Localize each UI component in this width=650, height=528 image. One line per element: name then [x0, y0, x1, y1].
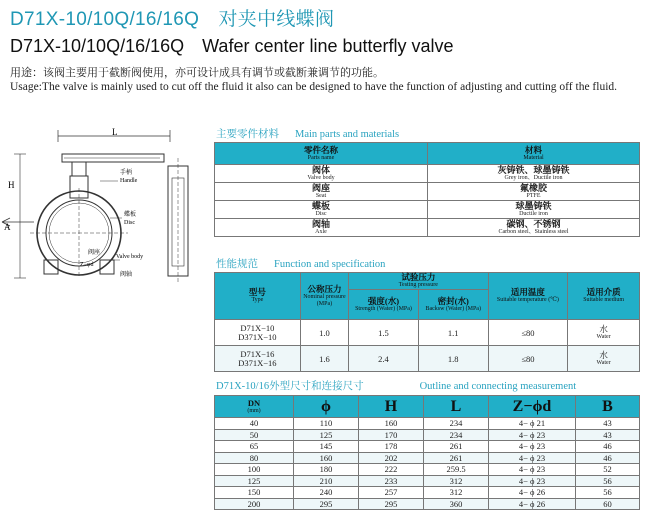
dims-cell: 125: [294, 429, 359, 441]
col-material: 材料 Material: [428, 143, 640, 165]
col-phi: ϕ: [294, 396, 359, 418]
part-cell: 阀轴 Axle: [215, 219, 428, 237]
dims-cell: 259.5: [424, 464, 489, 476]
dims-cell: 56: [576, 487, 640, 499]
dims-cell: 257: [359, 487, 424, 499]
col-strength: 强度(水) Strength (Water) (MPa): [349, 290, 419, 320]
dims-cell: 240: [294, 487, 359, 499]
dims-cell: 4− ϕ 23: [489, 464, 576, 476]
label-handle-en: Handle: [120, 178, 138, 184]
dims-cell: 52: [576, 464, 640, 476]
materials-heading: [216, 126, 399, 141]
dims-cell: 80: [215, 452, 294, 464]
dims-cell: 261: [424, 452, 489, 464]
dims-cell: 312: [424, 487, 489, 499]
dims-cell: 4− ϕ 23: [489, 441, 576, 453]
dims-cell: 60: [576, 498, 640, 510]
pn-cell: 1.0: [300, 320, 348, 346]
dims-cell: 180: [294, 464, 359, 476]
dims-heading-en: Outline and connecting measurement: [419, 381, 577, 392]
dims-cell: 145: [294, 441, 359, 453]
dims-cell: 4− ϕ 23: [489, 452, 576, 464]
seal-cell: 1.1: [418, 320, 488, 346]
materials-heading-cn: 主要零件材料: [216, 129, 279, 140]
media-cell: 水 Water: [568, 346, 640, 372]
dims-cell: 295: [359, 498, 424, 510]
dims-cell: 4− ϕ 26: [489, 498, 576, 510]
table-row: [215, 201, 640, 219]
dims-cell: 4− ϕ 23: [489, 429, 576, 441]
material-cell: 球墨铸铁 Ductile iron: [428, 201, 640, 219]
col-temperature: 适用温度 Suitable temperature (℃): [488, 273, 568, 320]
temp-cell: ≤80: [488, 346, 568, 372]
page-title-en: D71X-10/10Q/16/16Q Wafer center line butterfly valve: [10, 36, 454, 56]
label-zphid: Z−φd: [80, 262, 94, 268]
spec-heading: [216, 256, 385, 271]
table-row: [215, 441, 640, 453]
table-row: [215, 165, 640, 183]
dims-cell: 170: [359, 429, 424, 441]
media-cell: 水 Water: [568, 320, 640, 346]
dims-cell: 160: [294, 452, 359, 464]
dims-cell: 234: [424, 418, 489, 430]
part-cell: 阀体 Valve body: [215, 165, 428, 183]
seal-cell: 1.8: [418, 346, 488, 372]
col-h: H: [359, 396, 424, 418]
label-axle-cn: 阀轴: [120, 272, 133, 278]
col-zd: Z−ϕd: [489, 396, 576, 418]
col-medium: 适用介质 Suitable medium: [568, 273, 640, 320]
dims-cell: 46: [576, 441, 640, 453]
strength-cell: 1.5: [349, 320, 419, 346]
temp-cell: ≤80: [488, 320, 568, 346]
dim-label-H: H: [8, 180, 15, 190]
materials-table: [214, 142, 640, 237]
dims-cell: 46: [576, 452, 640, 464]
col-l: L: [424, 396, 489, 418]
dims-cell: 295: [294, 498, 359, 510]
table-row: [215, 418, 640, 430]
col-dn: DN (mm): [215, 396, 294, 418]
col-type: 型号 Type: [215, 273, 301, 320]
table-row: [215, 219, 640, 237]
dims-heading: [216, 378, 576, 393]
dims-cell: 43: [576, 418, 640, 430]
section-label-A: A: [4, 222, 11, 232]
dims-cell: 125: [215, 475, 294, 487]
dims-cell: 261: [424, 441, 489, 453]
type-cell: D71X−16 D371X−16: [215, 346, 301, 372]
table-row: [215, 346, 640, 372]
table-row: [215, 429, 640, 441]
label-seat: 阀座: [88, 250, 101, 256]
dims-cell: 312: [424, 475, 489, 487]
table-row: [215, 452, 640, 464]
table-row: [215, 320, 640, 346]
label-disc-cn: 蝶板: [124, 212, 137, 218]
dims-cell: 222: [359, 464, 424, 476]
dims-cell: 4− ϕ 21: [489, 418, 576, 430]
dims-cell: 150: [215, 487, 294, 499]
dims-cell: 4− ϕ 23: [489, 475, 576, 487]
label-handle-cn: 手柄: [120, 170, 133, 176]
col-part-name: 零件名称 Parts name: [215, 143, 428, 165]
dims-cell: 43: [576, 429, 640, 441]
dims-cell: 100: [215, 464, 294, 476]
dims-table: [214, 395, 640, 510]
dims-cell: 65: [215, 441, 294, 453]
usage-text-en: Usage:The valve is mainly used to cut off the fluid it also can be designed to have the function of adjusting and cutting off the fluid.: [10, 81, 618, 93]
dims-cell: 178: [359, 441, 424, 453]
dims-cell: 4− ϕ 26: [489, 487, 576, 499]
col-nominal-pressure: 公称压力 Nominal pressure (MPa): [300, 273, 348, 320]
valve-drawing: [0, 118, 212, 293]
dims-cell: 200: [215, 498, 294, 510]
materials-heading-en: Main parts and materials: [295, 129, 400, 140]
dims-cell: 56: [576, 475, 640, 487]
dims-heading-cn: D71X-10/16外型尺寸和连接尺寸: [216, 381, 364, 392]
spec-heading-cn: 性能规范: [216, 259, 258, 270]
dims-cell: 110: [294, 418, 359, 430]
table-row: [215, 475, 640, 487]
dims-cell: 202: [359, 452, 424, 464]
col-b: B: [576, 396, 640, 418]
page-title-cn: D71X-10/10Q/16/16Q 对夹中线蝶阀: [10, 9, 335, 30]
table-row: [215, 498, 640, 510]
dims-cell: 234: [424, 429, 489, 441]
label-disc-en: Disc: [124, 220, 135, 226]
material-cell: 灰铸铁、球墨铸铁 Grey iron、Ductile iron: [428, 165, 640, 183]
spec-heading-en: Function and specification: [274, 259, 386, 270]
table-row: [215, 487, 640, 499]
dims-cell: 50: [215, 429, 294, 441]
material-cell: 氟橡胶 PTFE: [428, 183, 640, 201]
dims-cell: 40: [215, 418, 294, 430]
spec-table: [214, 272, 640, 372]
dims-cell: 210: [294, 475, 359, 487]
pn-cell: 1.6: [300, 346, 348, 372]
dim-label-L: L: [112, 127, 118, 137]
table-row: [215, 183, 640, 201]
part-cell: 阀座 Seat: [215, 183, 428, 201]
dims-cell: 233: [359, 475, 424, 487]
dims-cell: 360: [424, 498, 489, 510]
usage-text-cn: 用途：该阀主要用于截断阀使用，亦可设计成具有调节或截断兼调节的功能。: [10, 67, 384, 79]
col-seal: 密封(水) Backsw (Water) (MPa): [418, 290, 488, 320]
col-test-pressure: 试验压力 Testing pressure: [349, 273, 488, 290]
label-valve-body: Valve body: [116, 254, 144, 260]
strength-cell: 2.4: [349, 346, 419, 372]
material-cell: 碳钢、不锈钢 Carbon steel、Stainless steel: [428, 219, 640, 237]
dims-cell: 160: [359, 418, 424, 430]
part-cell: 蝶板 Disc: [215, 201, 428, 219]
type-cell: D71X−10 D371X−10: [215, 320, 301, 346]
table-row: [215, 464, 640, 476]
